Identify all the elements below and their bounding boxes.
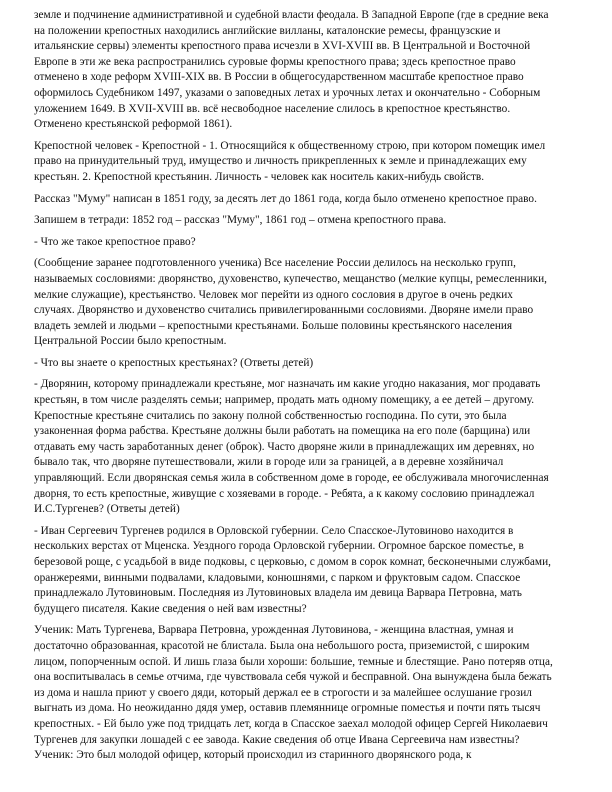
paragraph-mumu-date: Рассказ "Муму" написан в 1851 году, за десять лет до 1861 года, когда было отменено крепостное право. bbox=[34, 192, 537, 205]
paragraph-student-report: (Сообщение заранее подготовленного ученика) Все население России делилось на несколько групп, называемых сословиями: дворянство, духовенство, купечество, мещанство (мелкие купцы, ремесленники, мелкие служащие), крестьянство. Человек мог перейти из одного сословия в другое в очень редких случаях. Дворянство и духовенство считались привилегированными сословиями. Дворяне имели право владеть землей и людьми – крепостными крестьянами. Больше половины крестьянского населения Центральной России было крепостным. bbox=[34, 257, 548, 348]
paragraph-question-serfdom: - Что же такое крепостное право? bbox=[34, 235, 196, 248]
paragraph-serf-definition: Крепостной человек - Крепостной - 1. Относящийся к общественному строю, при котором помещик имел право на принудительный труд, имущество и личность прикрепленных к земле и принадлежащих ему крестьян. 2. Крепостной крестьянин. Личность - человек как носитель каких-нибудь свойств. bbox=[34, 139, 546, 183]
paragraph-turgenev-mother: Ученик: Мать Тургенева, Варвара Петровна, урожденная Лутовинова, - женщина властная, умная и достаточно образованная, красотой не блистала. Была она небольшого роста, приземистой, с широким лицом, попорченным оспой. И лишь глаза были хороши: большие, темные и блестящие. Рано потеряв отца, она воспитывалась в семье отчима, где чувствовала себя чужой и бесправной. Она вынуждена была бежать из дома и нашла приют у своего дяди, который держал ее в строгости и за малейшее ослушание грозил выгнать из дома. Но неожиданно дядя умер, оставив племяннице огромные поместья и почти пять тысяч крепостных. - Ей было уже под тридцать лет, когда в Спасское заехал молодой офицер Сергей Николаевич Тургенев для закупки лошадей с ее завода. Какие сведения об отце Ивана Сергеевича нам известны? Ученик: Это был молодой офицер, который происходил из старинного дворянского рода, к bbox=[34, 624, 553, 762]
paragraph-serfdom-history: земле и подчинение административной и судебной власти феодала. В Западной Европе (где в средние века на положении крепостных находились английские вилланы, каталонские ремесы, французские и итальянские сервы) элементы крепостного права исчезли в XVI-XVIII вв. В Центральной и Восточной Европе в эти же века распространились суровые формы крепостного права; здесь крепостное право отменено в ходе реформ XVIII-XIX вв. В России в общегосударственном масштабе крепостное право оформилось Судебником 1497, указами о заповедных летах и урочных летах и окончательно - Соборным уложением 1649. В XVII-XVIII вв. всё несвободное население слилось в крепостное крестьянство. Отменено крестьянской реформой 1861). bbox=[34, 9, 549, 131]
paragraph-notebook-entry: Запишем в тетради: 1852 год – рассказ "Муму", 1861 год – отмена крепостного права. bbox=[34, 214, 447, 227]
paragraph-turgenev-estate: - Иван Сергеевич Тургенев родился в Орловской губернии. Село Спасское-Лутовиново находится в нескольких верстах от Мценска. Уездного города Орловской губернии. Огромное барское поместье, в березовой роще, с усадьбой в виде подковы, с церковью, с домом в сорок комнат, бесконечными службами, оранжереями, винными подвалами, кладовыми, конюшнями, с парком и фруктовым садом. Спасское принадлежало Лутовиновым. Последняя из Лутовиновых владела им девица Варвара Петровна, мать будущего писателя. Какие сведения о ней вам известны? bbox=[34, 524, 551, 615]
paragraph-question-serfs: - Что вы знаете о крепостных крестьянах? (Ответы детей) bbox=[34, 356, 314, 369]
paragraph-nobles-rights: - Дворянин, которому принадлежали крестьяне, мог назначать им какие угодно наказания, мог продавать крестьян, в том числе разделять семьи; например, продать мать одному помещику, а ее детей – другому. Крепостные крестьяне считались по закону полной собственностью господина. По сути, это была узаконенная форма рабства. Крестьяне должны были работать на помещика на его поле (барщина) или отдавать ему часть заработанных денег (оброк). Часто дворяне жили в принадлежащих им деревнях, но бывало так, что дворяне путешествовали, жили в городе или за границей, а в деревне хозяйничал управляющий. Если дворянская семья жила в собственном доме в городе, ее обслуживала многочисленная дворня, то есть крепостные, живущие с хозяевами в городе. - Ребята, а к какому сословию принадлежал И.С.Тургенев? (Ответы детей) bbox=[34, 378, 549, 516]
